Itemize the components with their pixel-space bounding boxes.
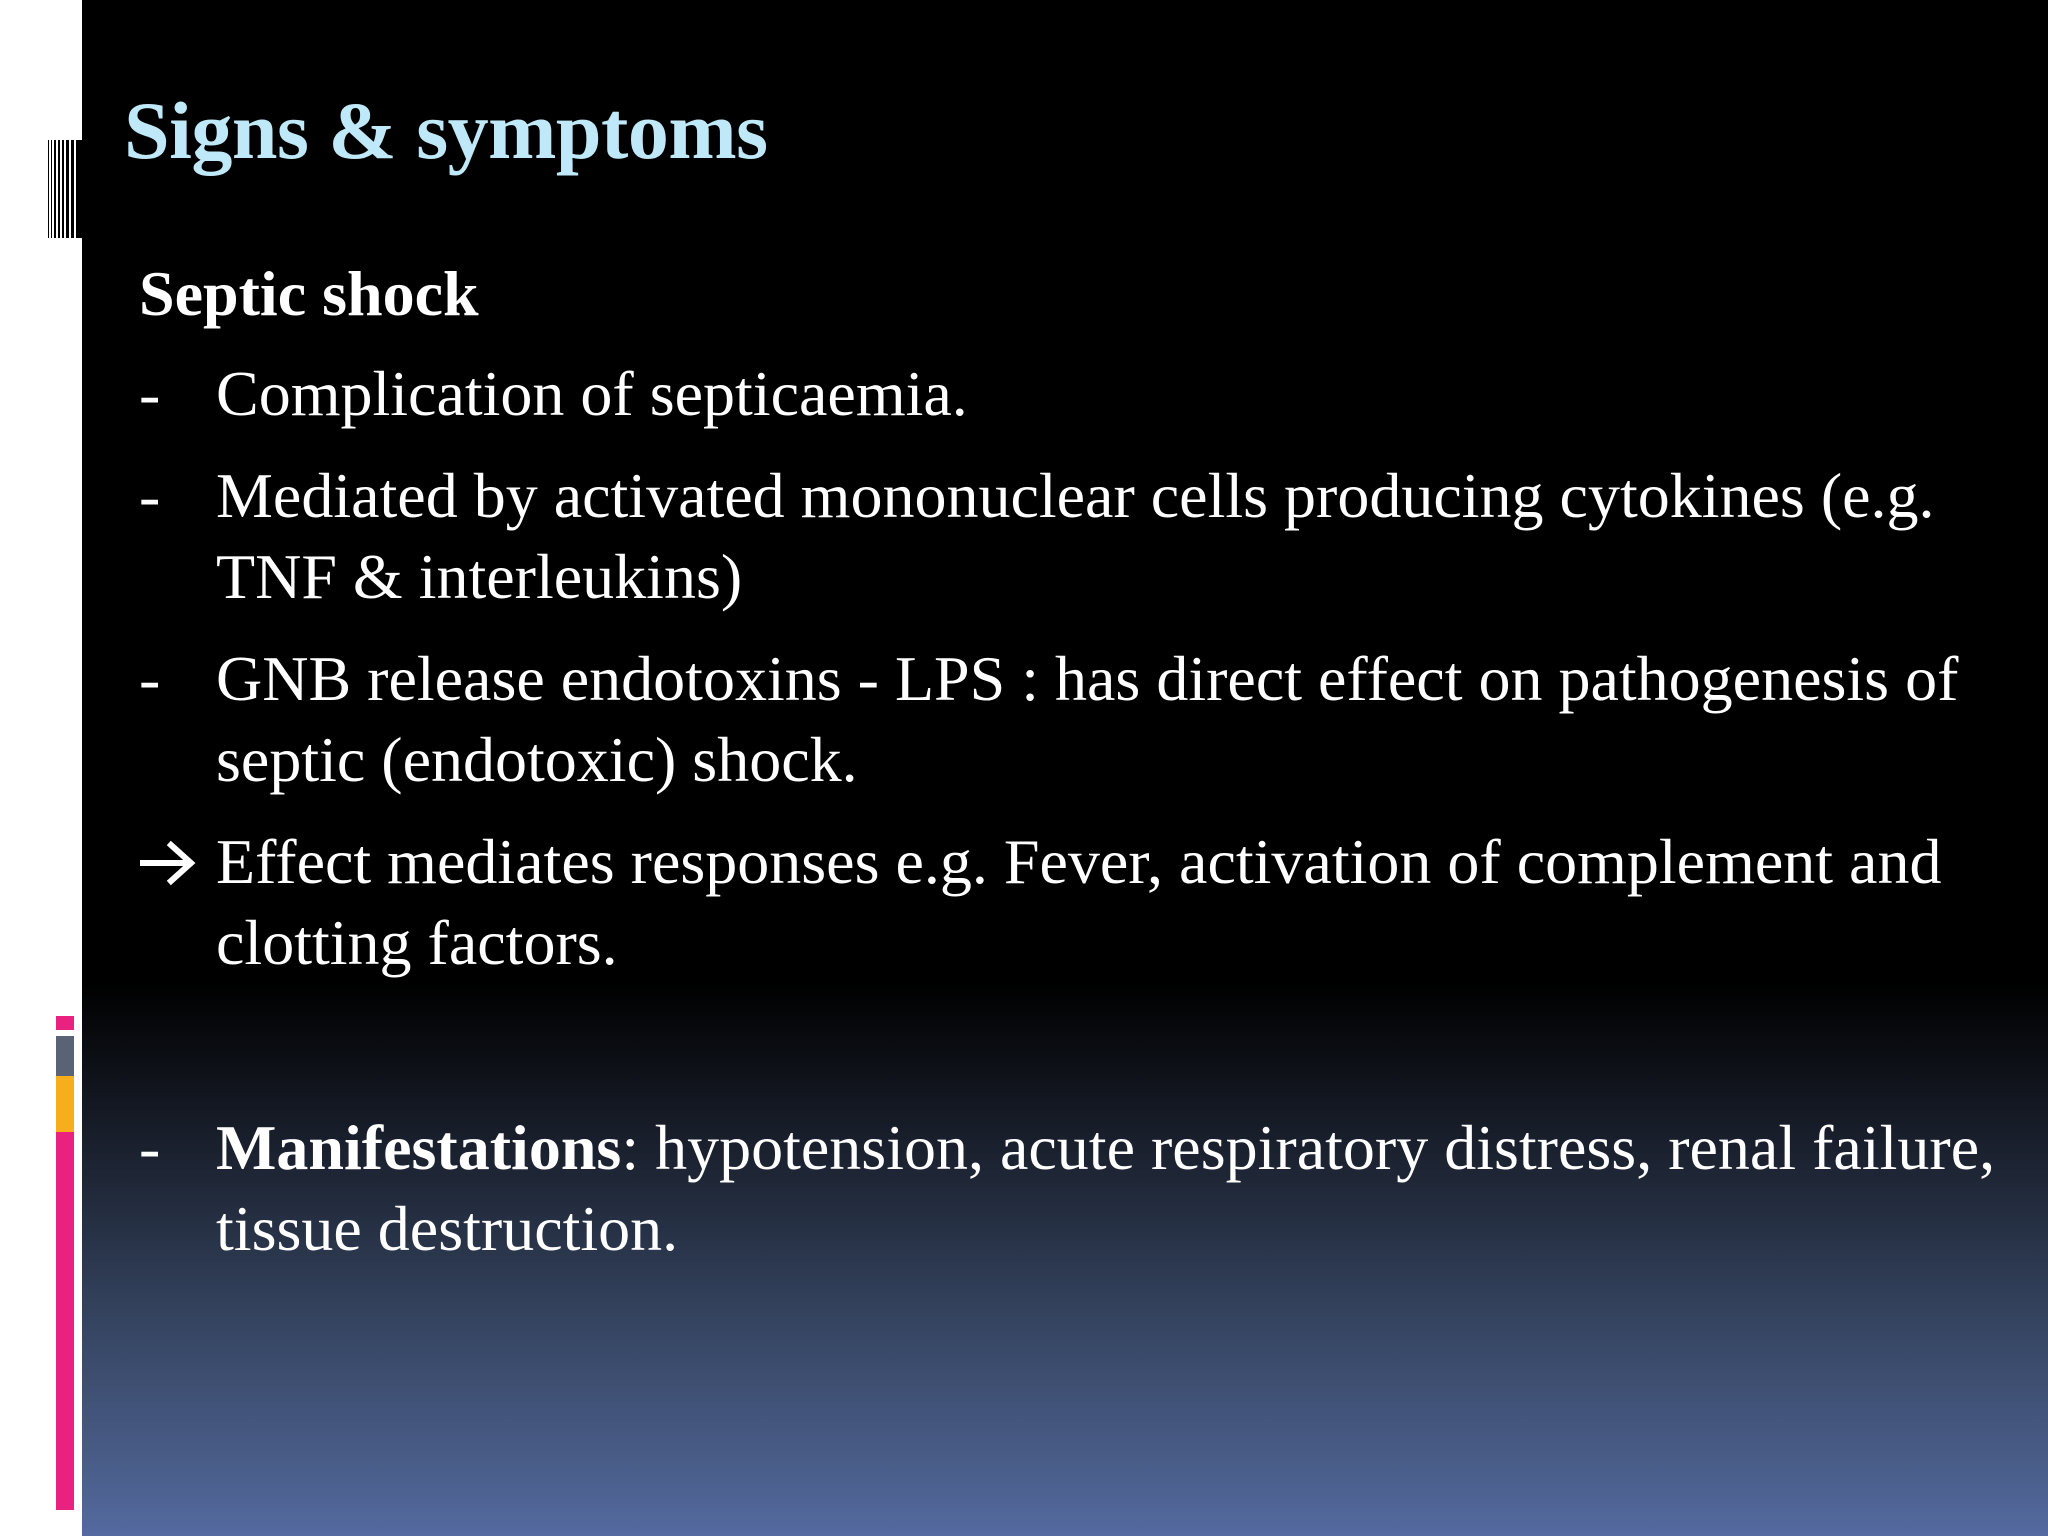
dash-marker: - [139,643,161,714]
left-strip [0,0,82,1536]
deco-bar-magenta-long [56,1132,74,1510]
bold-lead-text: Manifestations [216,1112,622,1183]
dash-marker: - [139,460,161,531]
list-item-rest-text: : hypotension, acute respiratory distress, renal failure, tissue destruction. [216,1112,1996,1264]
list-item-text [216,1107,2019,1269]
list-item [139,821,2019,983]
list-item [139,353,2019,434]
deco-bar-orange [56,1076,74,1138]
dash-marker: - [139,1112,161,1183]
list-item-text: GNB release endotoxins - LPS : has direct effect on pathogenesis of septic (endotoxic) shock. [216,643,1959,795]
arrow-right-icon [139,821,199,902]
list-item-text: Complication of septicaemia. [216,358,968,429]
list-item-text: Effect mediates responses e.g. Fever, activation of complement and clotting factors. [216,826,1942,978]
deco-vertical-lines [48,140,82,238]
list-item [139,1107,2019,1269]
list-item [139,638,2019,800]
list-item-text: Mediated by activated mononuclear cells producing cytokines (e.g. TNF & interleukins) [216,460,1935,612]
section-heading: Septic shock [139,258,479,329]
slide-title: Signs & symptoms [124,85,768,176]
dash-marker: - [139,358,161,429]
deco-bar-magenta-top [56,1016,74,1030]
deco-color-bars [56,1016,76,1510]
list-item [139,455,2019,617]
